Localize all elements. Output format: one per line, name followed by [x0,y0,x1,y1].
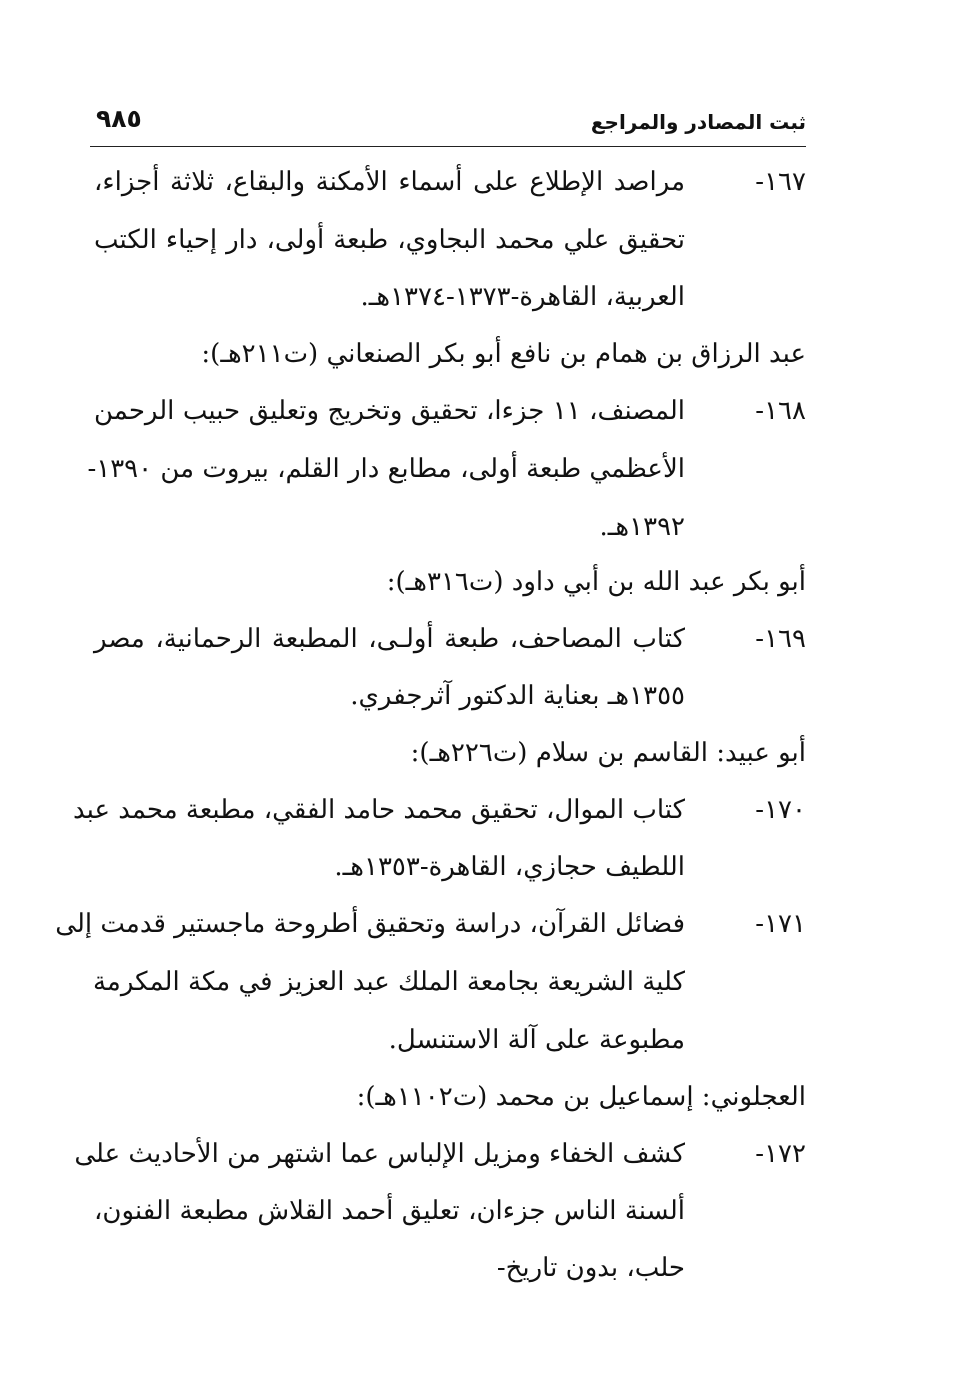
entry-number: ١٧٢- [755,1139,806,1169]
entry-line: تحقيق علي محمد البجاوي، طبعة أولى، دار إحياء الكتب [94,225,685,255]
entry-line: اللطيف حجازي، القاهرة-١٣٥٣هـ. [334,852,685,882]
entry-line: مطبوعة على آلة الاستنسل. [388,1025,685,1055]
running-title: ثبت المصادر والمراجع [590,110,806,134]
author-heading: أبو عبيد: القاسم بن سلام (ت٢٢٦هـ): [410,738,806,768]
header-divider [90,146,806,147]
entry-line: الأعظمي طبعة أولى، مطابع دار القلم، بيروت من ١٣٩٠- [87,454,685,484]
page-number: ٩٨٥ [96,104,142,133]
page-header [90,104,806,144]
entry-line: ١٣٥٥هـ بعناية الدكتور آثرجفري. [350,681,685,711]
entry-line: حلب، بدون تاريخ- [496,1253,685,1283]
entry-line: ١٣٩٢هـ. [599,512,685,542]
entry-line: كلية الشريعة بجامعة الملك عبد العزيز في مكة المكرمة [92,967,685,997]
author-heading: أبو بكر عبد الله بن أبي داود (ت٣١٦هـ): [386,567,806,597]
entry-number: ١٦٧- [755,167,806,197]
entry-line: كتاب المصاحف، طبعة أولـى، المطبعة الرحمانية، مصر [94,624,685,654]
entry-line: العربية، القاهرة-١٣٧٣-١٣٧٤هـ. [360,282,685,312]
entry-line: كشف الخفاء ومزيل الإلباس عما اشتهر من الأحاديث على [74,1139,685,1169]
author-heading: عبد الرزاق بن همام بن نافع أبو بكر الصنعاني (ت٢١١هـ): [201,339,806,369]
author-heading: العجلوني: إسماعيل بن محمد (ت١١٠٢هـ): [356,1082,806,1112]
entry-line: المصنف، ١١ جزءا، تحقيق وتخريج وتعليق حبيب الرحمن [94,396,686,426]
entry-line: مراصد الإطلاع على أسماء الأمكنة والبقاع، ثلاثة أجزاء، [94,167,685,197]
entry-number: ١٧١- [755,909,806,939]
entry-number: ١٧٠- [755,795,806,825]
entry-line: ألسنة الناس جزءان، تعليق أحمد القلاش مطبعة الفنون، [94,1196,685,1226]
entry-line: فضائل القرآن، دراسة وتحقيق أطروحة ماجستير قدمت إلى [55,909,685,939]
entry-number: ١٦٩- [755,624,806,654]
entry-line: كتاب الموال، تحقيق محمد حامد الفقي، مطبعة محمد عبد [72,795,685,825]
entry-number: ١٦٨- [755,396,806,426]
